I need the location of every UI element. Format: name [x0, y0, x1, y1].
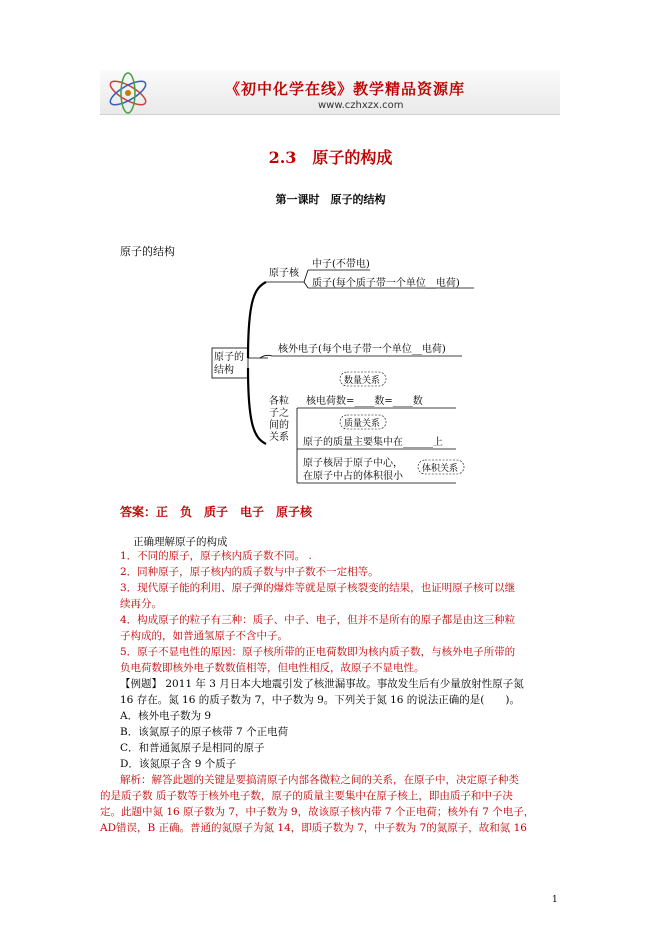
tag-quantity: 数量关系 — [344, 376, 381, 386]
text-line: 解析：解答此题的关键是要搞清原子内部各微粒之间的关系，在原子中，决定原子种类 — [120, 774, 519, 786]
text-line: 1．不同的原子，原子核内质子数不同。 . — [120, 550, 312, 562]
text-line: A．核外电子数为 9 — [120, 710, 212, 722]
tag-volume: 体积关系 — [422, 464, 459, 474]
text-line: 负电荷数即核外电子数数值相等，但电性相反，故原子不显电性。 — [120, 662, 425, 674]
text-line: 子构成的，如普通氢原子不含中子。 — [120, 630, 288, 642]
text-line: 5．原子不显电性的原因：原子核所带的正电荷数即为核内质子数，与核外电子所带的 — [120, 646, 516, 658]
diagram-caption: 原子的结构 — [120, 245, 175, 258]
proton-text: 质子(每个质子带一个单位__电荷) — [312, 278, 460, 289]
relation-label-1: 各粒 — [269, 396, 289, 407]
relation-label-2: 子之 — [269, 408, 289, 419]
text-line: 定。此题中氮 16 原子数为 7，中子数为 9，故该原子核内带 7 个正电荷；核外有 7 个电子， — [100, 806, 535, 818]
text-line: 2．同种原子，原子核内的质子数与中子数不一定相等。 — [120, 566, 379, 578]
volume-text-2: 在原子中占的体积很小 — [303, 471, 403, 482]
relation-label-3: 间的 — [269, 420, 289, 431]
root-label-1: 原子的 — [214, 352, 244, 363]
mass-text: 原子的质量主要集中在______上 — [303, 437, 443, 448]
text-line: 续再分。 — [120, 598, 162, 610]
page-title: 2.3 原子的构成 — [268, 148, 393, 167]
electron-text: 核外电子(每个电子带一个单位__电荷) — [278, 344, 446, 355]
text-line: AD错误，B 正确。普通的氮原子为氮 14，即质子数为 7，中子数为 7的氮原子，故和氮 16 — [100, 822, 527, 834]
relation-label-4: 关系 — [269, 432, 289, 443]
page-number: 1 — [552, 895, 558, 905]
section-subtitle: 第一课时 原子的结构 — [275, 193, 386, 206]
tag-mass: 质量关系 — [344, 419, 381, 429]
atom-logo-icon — [104, 72, 152, 114]
text-line: D．该氮原子含 9 个质子 — [120, 758, 237, 770]
text-line: 4．构成原子的粒子有三种：质子、中子、电子，但并不是所有的原子都是由这三种粒 — [120, 614, 516, 626]
nucleus-label: 原子核 — [269, 268, 299, 279]
root-label-2: 结构 — [214, 365, 234, 376]
answer-line: 答案：正 负 质子 电子 原子核 — [120, 505, 313, 519]
text-line: 【例题】 2011 年 3 月日本大地震引发了核泄漏事故。事故发生后有少量放射性原子氮 — [120, 678, 524, 690]
text-line: 16 存在。氮 16 的质子数为 7，中子数为 9。下列关于氮 16 的说法正确的是( )。 — [120, 694, 520, 706]
text-line: 的是质子数 质子数等于核外电子数，原子的质量主要集中在原子核上，即由质子和中子决 — [100, 790, 513, 802]
banner-title: 《初中化学在线》教学精品资源库 — [225, 80, 466, 98]
text-line: B．该氮原子的原子核带 7 个正电荷 — [120, 726, 289, 738]
text-line: C．和普通氮原子是相同的原子 — [120, 742, 265, 754]
volume-text-1: 原子核居于原子中心， — [303, 458, 403, 469]
banner-url: www.czhxzx.com — [318, 100, 404, 111]
charge-equation: 核电荷数=____数=____数 — [306, 396, 423, 407]
text-line: 正确理解原子的构成 — [133, 536, 228, 548]
atom-structure-diagram — [200, 258, 490, 498]
neutron-text: 中子(不带电) — [312, 259, 370, 270]
text-line: 3．现代原子能的利用、原子弹的爆炸等就是原子核裂变的结果，也证明原子核可以继 — [120, 582, 516, 594]
